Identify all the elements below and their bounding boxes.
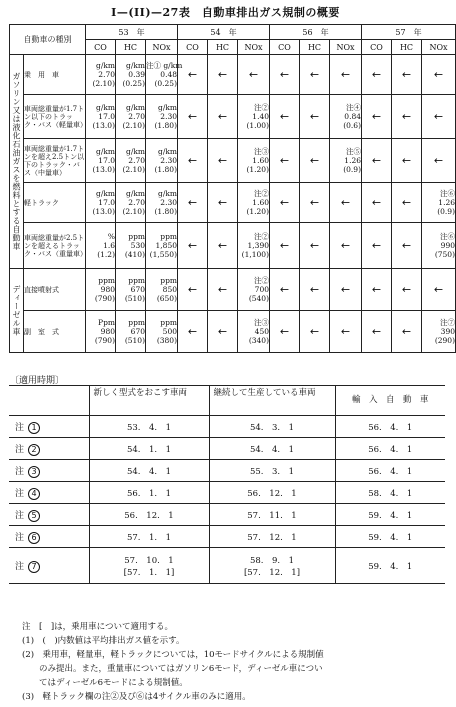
same-as-left-arrow: ← [208, 311, 238, 353]
vehicle-row [10, 311, 456, 353]
value-cell [146, 55, 183, 95]
period-row [9, 438, 445, 460]
value-cell [116, 139, 146, 183]
value-cell [116, 55, 146, 95]
vehicle-row [10, 139, 456, 183]
value-cell [238, 223, 270, 269]
note-label [9, 460, 89, 482]
value-cell [116, 95, 146, 139]
value-cell [422, 223, 456, 269]
value-line: 1,850 [155, 241, 177, 250]
value-line: 注⑦ [440, 318, 455, 327]
same-as-left-arrow: ← [270, 269, 300, 311]
pollutant-header: NOx [146, 40, 178, 55]
footnote: 注 [ ]は，乗用車について適用する。 [22, 622, 173, 632]
value-line: 670 [130, 285, 145, 294]
same-as-left-arrow: ← [362, 183, 392, 223]
value-line: 530 [130, 241, 145, 250]
period-date [335, 416, 445, 438]
value-line: ppm [128, 232, 145, 241]
period-row [9, 416, 445, 438]
same-as-left-arrow: ← [270, 183, 300, 223]
value-cell [146, 269, 178, 311]
value-line: 0.48 [160, 70, 177, 79]
same-as-left-arrow: ← [270, 95, 300, 139]
pollutant-header: CO [362, 40, 392, 55]
vehicle-label: 副 室 式 [24, 311, 86, 353]
page-title: I—(II)—27表 自動車排出ガス規制の概要 [111, 6, 340, 19]
vehicle-row [10, 95, 456, 139]
year-57-header: 57 年 [362, 25, 456, 40]
value-line: 注② [254, 276, 269, 285]
same-as-left-arrow: ← [178, 223, 208, 269]
value-line: 850 [162, 285, 177, 294]
same-as-left-arrow: ← [208, 223, 238, 269]
value-line: (0.25) [154, 79, 177, 88]
same-as-left-arrow: ← [238, 55, 270, 95]
value-line: (750) [434, 250, 455, 259]
note-label [9, 504, 89, 526]
footnote: (1) ( )内数値は平均排出ガス値を示す。 [22, 636, 185, 646]
same-as-left-arrow: ← [422, 55, 456, 95]
vehicle-row [10, 183, 456, 223]
note-prefix: 注 [15, 444, 25, 455]
period-date [89, 416, 209, 438]
same-as-left-arrow: ← [208, 269, 238, 311]
note-prefix: 注 [15, 488, 25, 499]
same-as-left-arrow: ← [392, 95, 422, 139]
value-line: 注⑥ [440, 189, 455, 198]
value-line: (790) [94, 294, 115, 303]
value-line: 2.30 [160, 112, 177, 121]
same-as-left-arrow: ← [392, 223, 422, 269]
date-line: 56. 1. 1 [126, 488, 172, 499]
date-line: 59. 4. 1 [368, 532, 413, 543]
period-date [209, 482, 335, 504]
value-line: 700 [254, 285, 269, 294]
value-line: 注② [254, 103, 269, 112]
period-date [89, 526, 209, 548]
value-line: 注③ [254, 318, 269, 327]
value-cell [86, 55, 116, 95]
value-line: g/km [126, 61, 145, 70]
value-line: (0.25) [122, 79, 145, 88]
same-as-left-arrow: ← [178, 95, 208, 139]
note-number: 5 [28, 510, 40, 522]
value-cell [238, 139, 270, 183]
date-line: 57. 1. 1 [126, 532, 172, 543]
note-label [9, 526, 89, 548]
value-cell [146, 183, 178, 223]
year-54-header: 54 年 [178, 25, 270, 40]
category-header: 自動車の種別 [10, 25, 86, 55]
value-line: (2.10) [92, 79, 115, 88]
value-line: (13.0) [92, 121, 115, 130]
same-as-left-arrow: ← [270, 311, 300, 353]
value-line: (13.0) [92, 165, 115, 174]
value-line: (510) [124, 294, 145, 303]
vehicle-row [10, 223, 456, 269]
date-line: 57. 11. 1 [247, 510, 297, 521]
value-line: (1.20) [246, 165, 269, 174]
same-as-left-arrow: ← [300, 269, 330, 311]
continuing-header: 継続して生産している車両 [209, 386, 335, 416]
value-line: (790) [94, 336, 115, 345]
value-line: (0.9) [343, 165, 361, 174]
value-cell [116, 269, 146, 311]
note-label [9, 416, 89, 438]
value-cell [238, 183, 270, 223]
value-cell [116, 311, 146, 353]
value-line: g/km [158, 103, 177, 112]
value-line: 1.60 [252, 198, 269, 207]
value-line: 注② [254, 189, 269, 198]
value-cell [116, 223, 146, 269]
value-line: Ppm [98, 318, 115, 327]
period-date [209, 438, 335, 460]
footnote: てはディーゼル6モードによる規制値。 [22, 678, 188, 688]
value-line: 1.26 [438, 198, 455, 207]
period-date [335, 504, 445, 526]
period-row [9, 460, 445, 482]
value-line: 0.84 [344, 112, 361, 121]
period-section-label: 〔適用時期〕 [10, 376, 65, 386]
value-line: 980 [100, 285, 115, 294]
value-line: 990 [440, 241, 455, 250]
value-line: (290) [434, 336, 455, 345]
pollutant-header: NOx [238, 40, 270, 55]
date-line: 55. 3. 1 [249, 466, 295, 477]
value-line: 17.0 [98, 112, 115, 121]
date-line: 54. 1. 1 [126, 444, 172, 455]
value-line: (0.9) [437, 207, 455, 216]
value-line: 注② [254, 232, 269, 241]
value-cell [330, 139, 362, 183]
value-cell [116, 183, 146, 223]
same-as-left-arrow: ← [362, 139, 392, 183]
value-line: (1.80) [154, 121, 177, 130]
gasoline-category: ガソリン又は液化石油ガスを燃料とする自動車 [10, 55, 24, 269]
period-row [9, 548, 445, 584]
value-cell [86, 183, 116, 223]
vehicle-label: 車両総重量が2.5トンを超えるトラック・バス（重量車） [24, 223, 86, 269]
footnote: (3) 軽トラック欄の注②及び⑥は4サイクル車のみに適用。 [22, 692, 251, 702]
date-line: 57. 12. 1 [247, 532, 297, 543]
value-line: ppm [160, 318, 177, 327]
value-line: g/km [96, 61, 115, 70]
value-line: (2.10) [122, 207, 145, 216]
footnote: (2) 乗用車，軽量車，軽トラックについては，10モードサイクルによる規制値 [22, 650, 324, 660]
vehicle-label: 車両総重量が1.7トン以下のトラック・バス（軽量車） [24, 95, 86, 139]
vehicle-label: 乗 用 車 [24, 55, 86, 95]
date-line-passenger: [57. 1. 1] [123, 567, 175, 578]
value-line: 注④ [346, 103, 361, 112]
value-line: (1.80) [154, 165, 177, 174]
note-prefix: 注 [15, 561, 25, 572]
value-line: (1,100) [241, 250, 269, 259]
value-cell [238, 95, 270, 139]
note-prefix: 注 [15, 510, 25, 521]
footnotes [22, 620, 447, 704]
same-as-left-arrow: ← [330, 223, 362, 269]
same-as-left-arrow: ← [362, 223, 392, 269]
value-cell [146, 95, 178, 139]
same-as-left-arrow: ← [178, 311, 208, 353]
vehicle-row [10, 269, 456, 311]
date-line: 58. 9. 1 [249, 555, 295, 566]
date-line: 54. 4. 1 [126, 466, 172, 477]
value-line: (1,550) [149, 250, 177, 259]
same-as-left-arrow: ← [178, 183, 208, 223]
value-line: 1,390 [247, 241, 269, 250]
note-number: 1 [28, 422, 40, 434]
value-line: 1.6 [103, 241, 115, 250]
pollutant-header: CO [178, 40, 208, 55]
value-line: ppm [128, 318, 145, 327]
same-as-left-arrow: ← [392, 311, 422, 353]
value-line: (0.6) [343, 121, 361, 130]
value-line: (2.10) [122, 165, 145, 174]
same-as-left-arrow: ← [392, 269, 422, 311]
same-as-left-arrow: ← [330, 183, 362, 223]
same-as-left-arrow: ← [208, 95, 238, 139]
value-line: 980 [100, 327, 115, 336]
date-line-passenger: [57. 12. 1] [243, 567, 301, 578]
period-date [335, 482, 445, 504]
note-prefix: 注 [15, 422, 25, 433]
date-line: 59. 4. 1 [368, 510, 413, 521]
pollutant-header: NOx [330, 40, 362, 55]
period-date [89, 460, 209, 482]
period-date [209, 504, 335, 526]
note-number: 7 [28, 561, 40, 573]
value-cell [330, 95, 362, 139]
same-as-left-arrow: ← [208, 55, 238, 95]
period-date [335, 548, 445, 584]
value-cell [422, 311, 456, 353]
period-date [335, 438, 445, 460]
value-line: 2.70 [98, 70, 115, 79]
note-label [9, 548, 89, 584]
value-line: ppm [128, 276, 145, 285]
value-line: ppm [160, 276, 177, 285]
date-line: 56. 12. 1 [247, 488, 297, 499]
value-line: (650) [156, 294, 177, 303]
pollutant-header: CO [270, 40, 300, 55]
value-line: g/km [96, 147, 115, 156]
period-date [335, 526, 445, 548]
pollutant-header: HC [116, 40, 146, 55]
note-label [9, 438, 89, 460]
value-cell [238, 311, 270, 353]
value-line: g/km [126, 103, 145, 112]
vehicle-row [10, 55, 456, 95]
period-row [9, 504, 445, 526]
same-as-left-arrow: ← [330, 269, 362, 311]
regulation-table [9, 24, 456, 353]
same-as-left-arrow: ← [362, 311, 392, 353]
value-line: 2.70 [128, 156, 145, 165]
value-line: (380) [156, 336, 177, 345]
value-line: ppm [160, 232, 177, 241]
same-as-left-arrow: ← [362, 55, 392, 95]
pollutant-header: HC [300, 40, 330, 55]
note-label [9, 482, 89, 504]
year-53-header: 53 年 [86, 25, 178, 40]
value-line: g/km [158, 147, 177, 156]
value-cell [238, 269, 270, 311]
value-cell [86, 269, 116, 311]
same-as-left-arrow: ← [330, 55, 362, 95]
pollutant-header: CO [86, 40, 116, 55]
same-as-left-arrow: ← [300, 311, 330, 353]
value-line: 450 [254, 327, 269, 336]
value-line: (2.10) [122, 121, 145, 130]
pollutant-header: NOx [422, 40, 456, 55]
period-date [89, 438, 209, 460]
date-line: 56. 12. 1 [124, 510, 174, 521]
same-as-left-arrow: ← [392, 139, 422, 183]
note-number: 4 [28, 488, 40, 500]
same-as-left-arrow: ← [178, 269, 208, 311]
same-as-left-arrow: ← [270, 55, 300, 95]
value-cell [86, 95, 116, 139]
date-line: 56. 4. 1 [368, 422, 413, 433]
same-as-left-arrow: ← [208, 139, 238, 183]
note-prefix: 注 [15, 466, 25, 477]
same-as-left-arrow: ← [300, 55, 330, 95]
value-cell [146, 311, 178, 353]
value-line: (13.0) [92, 207, 115, 216]
period-date [89, 482, 209, 504]
same-as-left-arrow: ← [270, 139, 300, 183]
value-line: g/km [96, 103, 115, 112]
same-as-left-arrow: ← [422, 95, 456, 139]
value-line: ppm [98, 276, 115, 285]
value-cell [146, 223, 178, 269]
same-as-left-arrow: ← [330, 311, 362, 353]
value-line: 17.0 [98, 156, 115, 165]
note-prefix: 注 [15, 532, 25, 543]
value-line: 注① g/km [146, 61, 183, 70]
same-as-left-arrow: ← [300, 139, 330, 183]
value-cell [86, 139, 116, 183]
date-line: 58. 4. 1 [368, 488, 413, 499]
date-line: 54. 3. 1 [249, 422, 295, 433]
same-as-left-arrow: ← [178, 139, 208, 183]
same-as-left-arrow: ← [300, 95, 330, 139]
period-date [335, 460, 445, 482]
note-number: 2 [28, 444, 40, 456]
value-cell [86, 311, 116, 353]
value-line: 390 [440, 327, 455, 336]
value-line: (410) [124, 250, 145, 259]
value-line: 1.26 [344, 156, 361, 165]
same-as-left-arrow: ← [392, 55, 422, 95]
value-line: (340) [248, 336, 269, 345]
date-line: 56. 4. 1 [368, 444, 413, 455]
same-as-left-arrow: ← [208, 183, 238, 223]
value-cell [146, 139, 178, 183]
value-line: 1.60 [252, 156, 269, 165]
note-number: 6 [28, 532, 40, 544]
value-line: 注⑤ [346, 147, 361, 156]
value-cell [86, 223, 116, 269]
period-row [9, 526, 445, 548]
value-line: 2.70 [128, 112, 145, 121]
date-line: 56. 4. 1 [368, 466, 413, 477]
same-as-left-arrow: ← [300, 183, 330, 223]
date-line: 59. 4. 1 [368, 561, 413, 572]
value-line: g/km [96, 189, 115, 198]
period-date [209, 460, 335, 482]
note-number: 3 [28, 466, 40, 478]
value-line: g/km [126, 147, 145, 156]
same-as-left-arrow: ← [270, 223, 300, 269]
new-model-header: 新しく型式をおこす車両 [89, 386, 209, 416]
date-line: 53. 4. 1 [126, 422, 172, 433]
value-line: % [107, 232, 115, 241]
value-line: 670 [130, 327, 145, 336]
value-line: (1.2) [97, 250, 115, 259]
same-as-left-arrow: ← [392, 183, 422, 223]
period-date [209, 416, 335, 438]
value-line: (540) [248, 294, 269, 303]
value-line: g/km [126, 189, 145, 198]
value-line: (1.20) [246, 207, 269, 216]
year-56-header: 56 年 [270, 25, 362, 40]
value-line: 注⑥ [440, 232, 455, 241]
period-date [89, 548, 209, 584]
value-line: (1.80) [154, 207, 177, 216]
same-as-left-arrow: ← [178, 55, 208, 95]
same-as-left-arrow: ← [362, 95, 392, 139]
value-line: g/km [158, 189, 177, 198]
value-cell [422, 183, 456, 223]
vehicle-label: 軽トラック [24, 183, 86, 223]
value-line: 500 [162, 327, 177, 336]
same-as-left-arrow: ← [422, 139, 456, 183]
diesel-category: ディーゼル車 [10, 269, 24, 353]
same-as-left-arrow: ← [300, 223, 330, 269]
pollutant-header: HC [208, 40, 238, 55]
period-date [89, 504, 209, 526]
value-line: 注③ [254, 147, 269, 156]
date-line: 57. 10. 1 [124, 555, 174, 566]
same-as-left-arrow: ← [362, 269, 392, 311]
value-line: (510) [124, 336, 145, 345]
same-as-left-arrow: ← [422, 269, 456, 311]
value-line: 2.30 [160, 156, 177, 165]
value-line: 1.40 [252, 112, 269, 121]
vehicle-label: 車両総重量が1.7トンを超え2.5トン以下のトラック・バス（中量車） [24, 139, 86, 183]
period-row [9, 482, 445, 504]
pollutant-header: HC [392, 40, 422, 55]
period-table [9, 385, 445, 584]
date-line: 54. 4. 1 [249, 444, 295, 455]
footnote: のみ提出。また，重量車についてはガソリン6モード，ディーゼル車につい [22, 664, 323, 674]
value-line: 2.70 [128, 198, 145, 207]
import-header: 輸 入 自 動 車 [335, 386, 445, 416]
period-date [209, 526, 335, 548]
value-line: 2.30 [160, 198, 177, 207]
value-line: 0.39 [128, 70, 145, 79]
period-date [209, 548, 335, 584]
vehicle-label: 直接噴射式 [24, 269, 86, 311]
value-line: 17.0 [98, 198, 115, 207]
value-line: (1.00) [246, 121, 269, 130]
